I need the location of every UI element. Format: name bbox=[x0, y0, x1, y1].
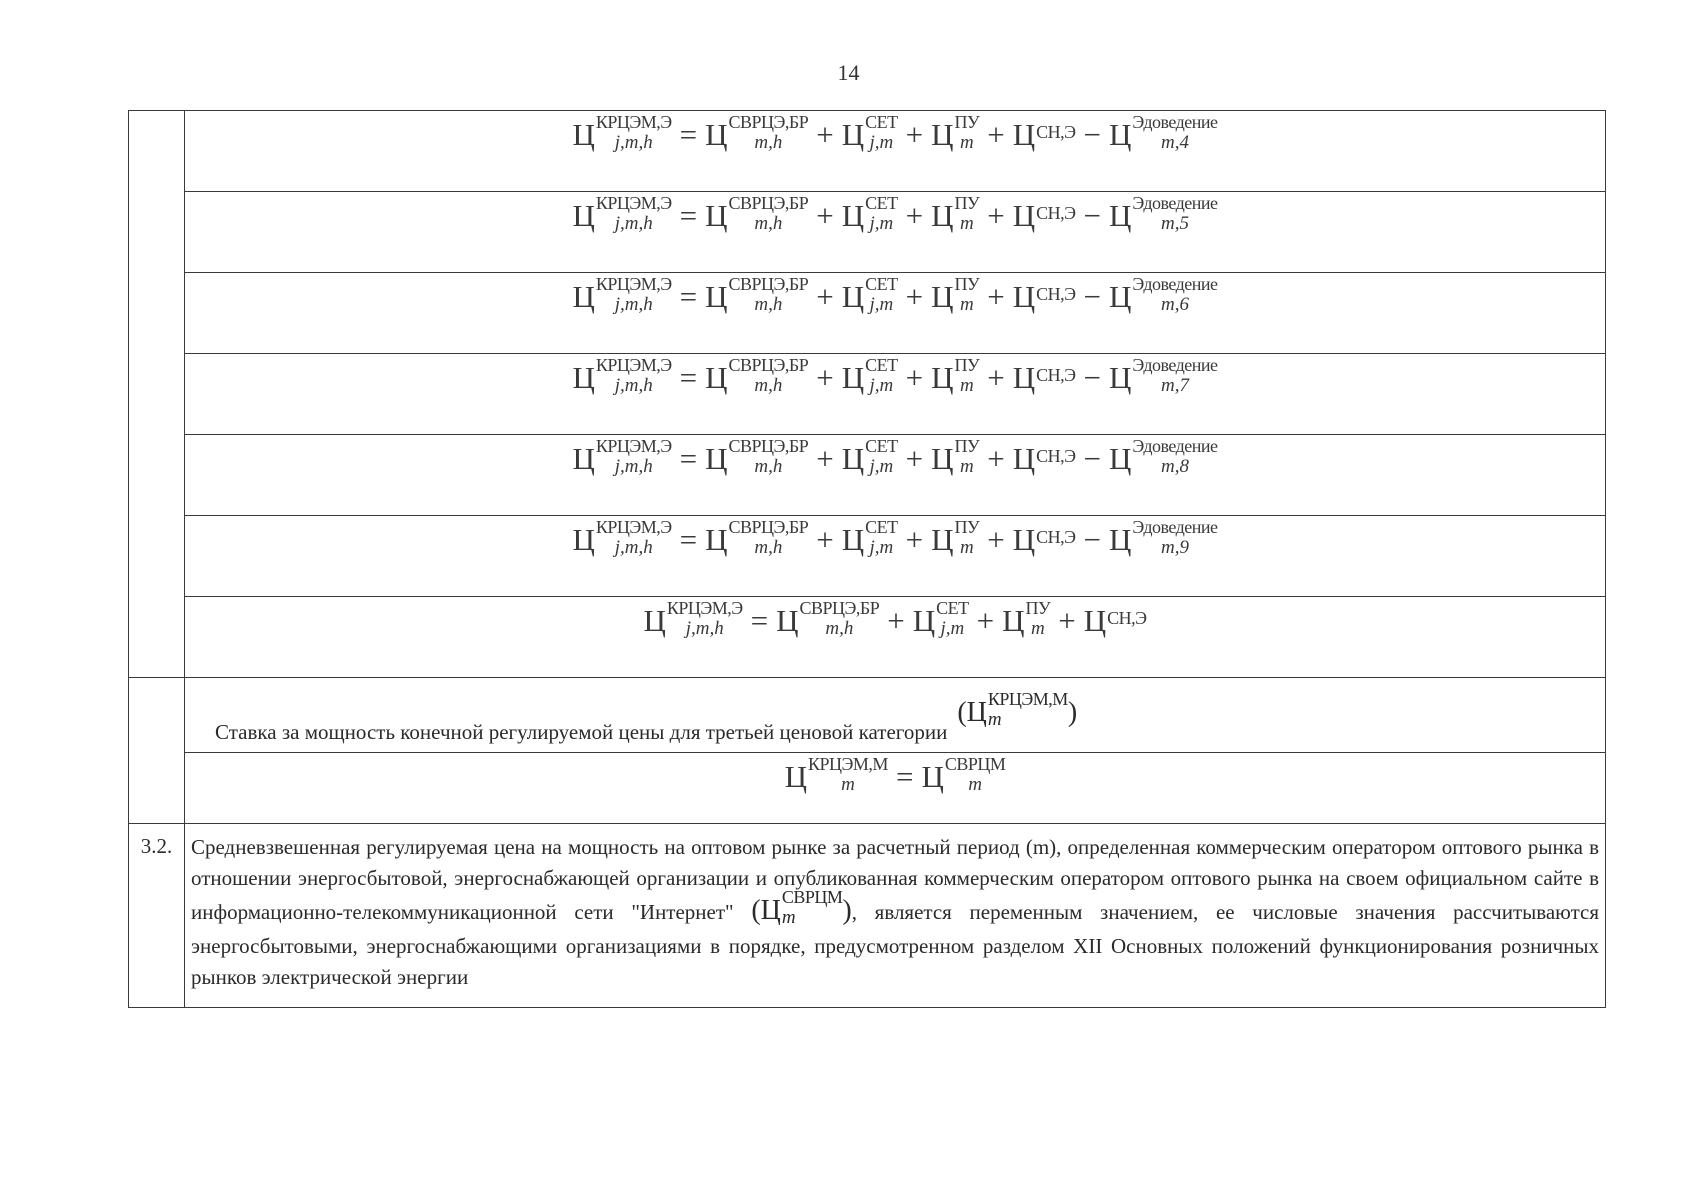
operator: + bbox=[887, 603, 905, 638]
capacity-rate-label bbox=[185, 678, 1605, 745]
operator: + bbox=[987, 522, 1005, 557]
price-symbol: Ц СЕТ j,m bbox=[841, 355, 898, 397]
operator: + bbox=[1058, 603, 1076, 638]
svrcm-symbol: (Ц СВРЦМ m ) bbox=[751, 895, 851, 926]
operator: = bbox=[750, 603, 769, 638]
operator: = bbox=[679, 198, 698, 233]
operator: + bbox=[987, 360, 1005, 395]
price-symbol: Ц СВРЦЭ,БР m,h bbox=[705, 355, 809, 397]
price-symbol: Ц СН,Э bbox=[1012, 522, 1076, 557]
price-symbol: Ц Эдоведение m,8 bbox=[1109, 436, 1218, 478]
capacity-rate-symbol: (Ц КРЦЭМ,М m ) bbox=[957, 696, 1077, 733]
price-symbol: Ц КРЦЭМ,Э j,m,h bbox=[572, 517, 672, 559]
operator: + bbox=[816, 522, 834, 557]
price-symbol: Ц Эдоведение m,6 bbox=[1109, 274, 1218, 316]
price-symbol: Ц Эдоведение m,5 bbox=[1109, 193, 1218, 235]
row-number-cell bbox=[129, 678, 185, 824]
formula-krcem-e bbox=[185, 516, 1605, 561]
operator: + bbox=[976, 603, 995, 638]
item-number: 3.2. bbox=[129, 824, 185, 1008]
price-symbol: Ц СВРЦМ m bbox=[760, 887, 843, 928]
operator: = bbox=[679, 117, 698, 152]
item-3-2-part2: , является переменным значением, ее числовые значения рассчитываются энергосбытовыми, энергоснабжающими организациями в порядке, предусмотренном разделом XII Основных положений функционирования розничных рынков электрической энергии bbox=[191, 899, 1600, 989]
price-symbol: Ц ПУ m bbox=[1002, 598, 1051, 640]
price-symbol: Ц КРЦЭМ,Э j,m,h bbox=[572, 274, 672, 316]
row-number-cell bbox=[129, 111, 185, 678]
price-symbol: Ц СЕТ j,m bbox=[841, 436, 898, 478]
price-symbol: Ц ПУ m bbox=[931, 274, 980, 316]
operator: = bbox=[679, 279, 698, 314]
operator: + bbox=[987, 441, 1005, 476]
operator: + bbox=[905, 441, 924, 476]
operator: = bbox=[679, 360, 698, 395]
price-symbol: Ц СВРЦЭ,БР m,h bbox=[705, 193, 809, 235]
operator: + bbox=[816, 441, 834, 476]
price-symbol: Ц СВРЦМ m bbox=[921, 754, 1006, 796]
operator: + bbox=[905, 279, 924, 314]
price-symbol: Ц СВРЦЭ,БР m,h bbox=[705, 436, 809, 478]
operator: − bbox=[1083, 279, 1102, 314]
price-symbol: Ц СВРЦЭ,БР m,h bbox=[705, 517, 809, 559]
price-symbol: Ц СВРЦЭ,БР m,h bbox=[705, 274, 809, 316]
price-symbol: Ц СЕТ j,m bbox=[841, 274, 898, 316]
price-symbol: Ц СВРЦЭ,БР m,h bbox=[705, 112, 809, 154]
operator: + bbox=[905, 198, 924, 233]
price-symbol: Ц ПУ m bbox=[931, 355, 980, 397]
formula-row bbox=[129, 111, 1606, 192]
item-3-2-text bbox=[185, 824, 1605, 1007]
operator: + bbox=[987, 279, 1005, 314]
operator: + bbox=[987, 117, 1005, 152]
price-symbol: Ц СН,Э bbox=[1012, 198, 1076, 233]
operator: = bbox=[679, 522, 698, 557]
operator: + bbox=[816, 360, 834, 395]
operator: + bbox=[905, 360, 924, 395]
formula-krcem-e bbox=[185, 354, 1605, 399]
operator: − bbox=[1083, 522, 1102, 557]
formula-krcem-e bbox=[185, 192, 1605, 237]
price-symbol: Ц СЕТ j,m bbox=[841, 112, 898, 154]
price-symbol: Ц СВРЦЭ,БР m,h bbox=[776, 598, 880, 640]
operator: = bbox=[679, 441, 698, 476]
price-symbol: Ц КРЦЭМ,Э j,m,h bbox=[572, 112, 672, 154]
price-symbol: Ц КРЦЭМ,М m bbox=[966, 689, 1068, 730]
formula-krcem-m bbox=[185, 753, 1605, 798]
price-symbol: Ц Эдоведение m,7 bbox=[1109, 355, 1218, 397]
price-symbol: Ц ПУ m bbox=[931, 436, 980, 478]
operator: − bbox=[1083, 198, 1102, 233]
price-symbol: Ц СН,Э bbox=[1012, 441, 1076, 476]
price-symbol: Ц ПУ m bbox=[931, 193, 980, 235]
price-symbol: Ц СН,Э bbox=[1012, 360, 1076, 395]
price-symbol: Ц ПУ m bbox=[931, 112, 980, 154]
price-symbol: Ц КРЦЭМ,Э j,m,h bbox=[643, 598, 743, 640]
price-symbol: Ц Эдоведение m,4 bbox=[1109, 112, 1218, 154]
formula-krcem-e-final bbox=[185, 597, 1605, 642]
price-symbol: Ц СЕТ j,m bbox=[841, 193, 898, 235]
price-symbol: Ц КРЦЭМ,Э j,m,h bbox=[572, 355, 672, 397]
operator: + bbox=[816, 279, 834, 314]
operator: = bbox=[895, 759, 914, 794]
price-symbol: Ц КРЦЭМ,Э j,m,h bbox=[572, 436, 672, 478]
document-table bbox=[128, 110, 1606, 1008]
operator: + bbox=[905, 117, 924, 152]
operator: − bbox=[1083, 360, 1102, 395]
price-symbol: Ц Эдоведение m,9 bbox=[1109, 517, 1218, 559]
formula-krcem-e bbox=[185, 273, 1605, 318]
price-symbol: Ц КРЦЭМ,Э j,m,h bbox=[572, 193, 672, 235]
capacity-rate-text: Ставка за мощность конечной регулируемой цены для третьей ценовой категории bbox=[215, 720, 948, 744]
operator: + bbox=[816, 117, 834, 152]
item-3-2-part1: Средневзвешенная регулируемая цена на мощность на оптовом рынке за расчетный период (m), определенная коммерческим оператором оптового рынка в отношении энергосбытовой, энергоснабжающей организации и опубликованная коммерческим оператором оптового рынка на своем официальном сайте в информационно-телекоммуникационной сети "Интернет" bbox=[191, 835, 1599, 924]
price-symbol: Ц СН,Э bbox=[1012, 117, 1076, 152]
formula-krcem-e bbox=[185, 435, 1605, 480]
operator: + bbox=[987, 198, 1005, 233]
operator: + bbox=[816, 198, 834, 233]
operator: − bbox=[1083, 441, 1102, 476]
price-symbol: Ц СН,Э bbox=[1012, 279, 1076, 314]
operator: + bbox=[905, 522, 924, 557]
price-symbol: Ц СЕТ j,m bbox=[912, 598, 969, 640]
page-number: 14 bbox=[837, 60, 860, 85]
price-symbol: Ц СЕТ j,m bbox=[841, 517, 898, 559]
price-symbol: Ц СН,Э bbox=[1083, 603, 1147, 638]
price-symbol: Ц ПУ m bbox=[931, 517, 980, 559]
formula-krcem-e bbox=[185, 111, 1605, 156]
price-symbol: Ц КРЦЭМ,М m bbox=[784, 754, 888, 796]
operator: − bbox=[1083, 117, 1102, 152]
